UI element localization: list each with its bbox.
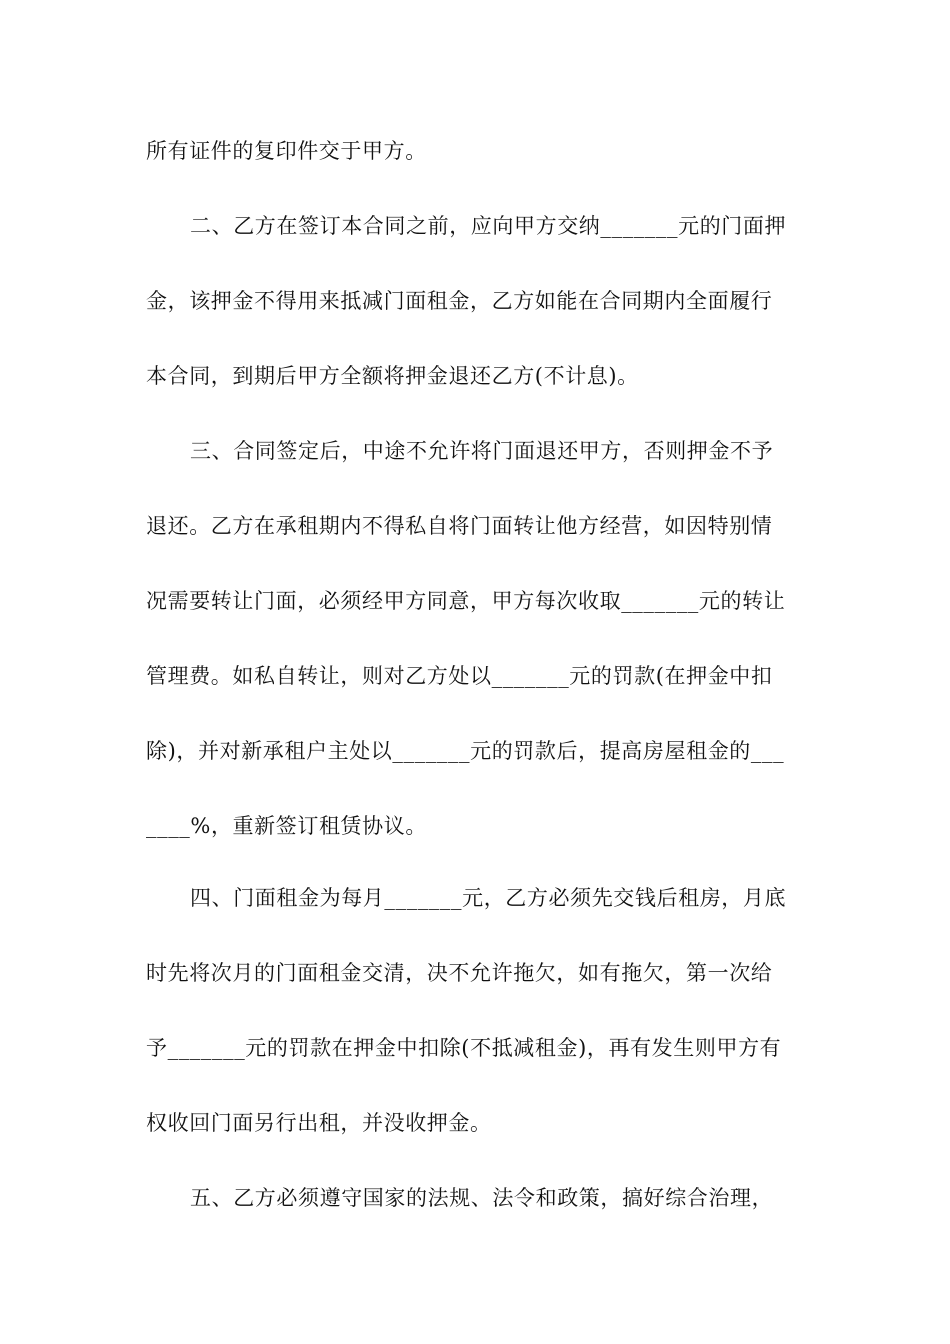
text-line: 本合同，到期后甲方全额将押金退还乙方(不计息)。 [146,364,639,388]
text-line: 予_______元的罚款在押金中扣除(不抵减租金)，再有发生则甲方有 [146,1036,782,1060]
text-line: 况需要转让门面，必须经甲方同意，甲方每次收取_______元的转让 [146,589,786,613]
text-line: 所有证件的复印件交于甲方。 [146,139,427,163]
text-line: 管理费。如私自转让，则对乙方处以_______元的罚款(在押金中扣 [146,664,773,688]
paragraph-2-start: 二、乙方在签订本合同之前，应向甲方交纳_______元的门面押 [190,214,787,238]
text-line: 时先将次月的门面租金交清，决不允许拖欠，如有拖欠，第一次给 [146,961,773,985]
text-line: 退还。乙方在承租期内不得私自将门面转让他方经营，如因特别情 [146,514,773,538]
text-line: 除)，并对新承租户主处以_______元的罚款后，提高房屋租金的___ [146,739,785,763]
paragraph-5-start: 五、乙方必须遵守国家的法规、法令和政策，搞好综合治理， [190,1186,774,1210]
text-line: ____%，重新签订租赁协议。 [146,814,427,838]
text-line: 权收回门面另行出租，并没收押金。 [146,1111,492,1135]
paragraph-4-start: 四、门面租金为每月_______元，乙方必须先交钱后租房，月底 [190,886,787,910]
paragraph-3-start: 三、合同签定后，中途不允许将门面退还甲方，否则押金不予 [190,439,774,463]
text-line: 金，该押金不得用来抵减门面租金，乙方如能在合同期内全面履行 [146,289,773,313]
